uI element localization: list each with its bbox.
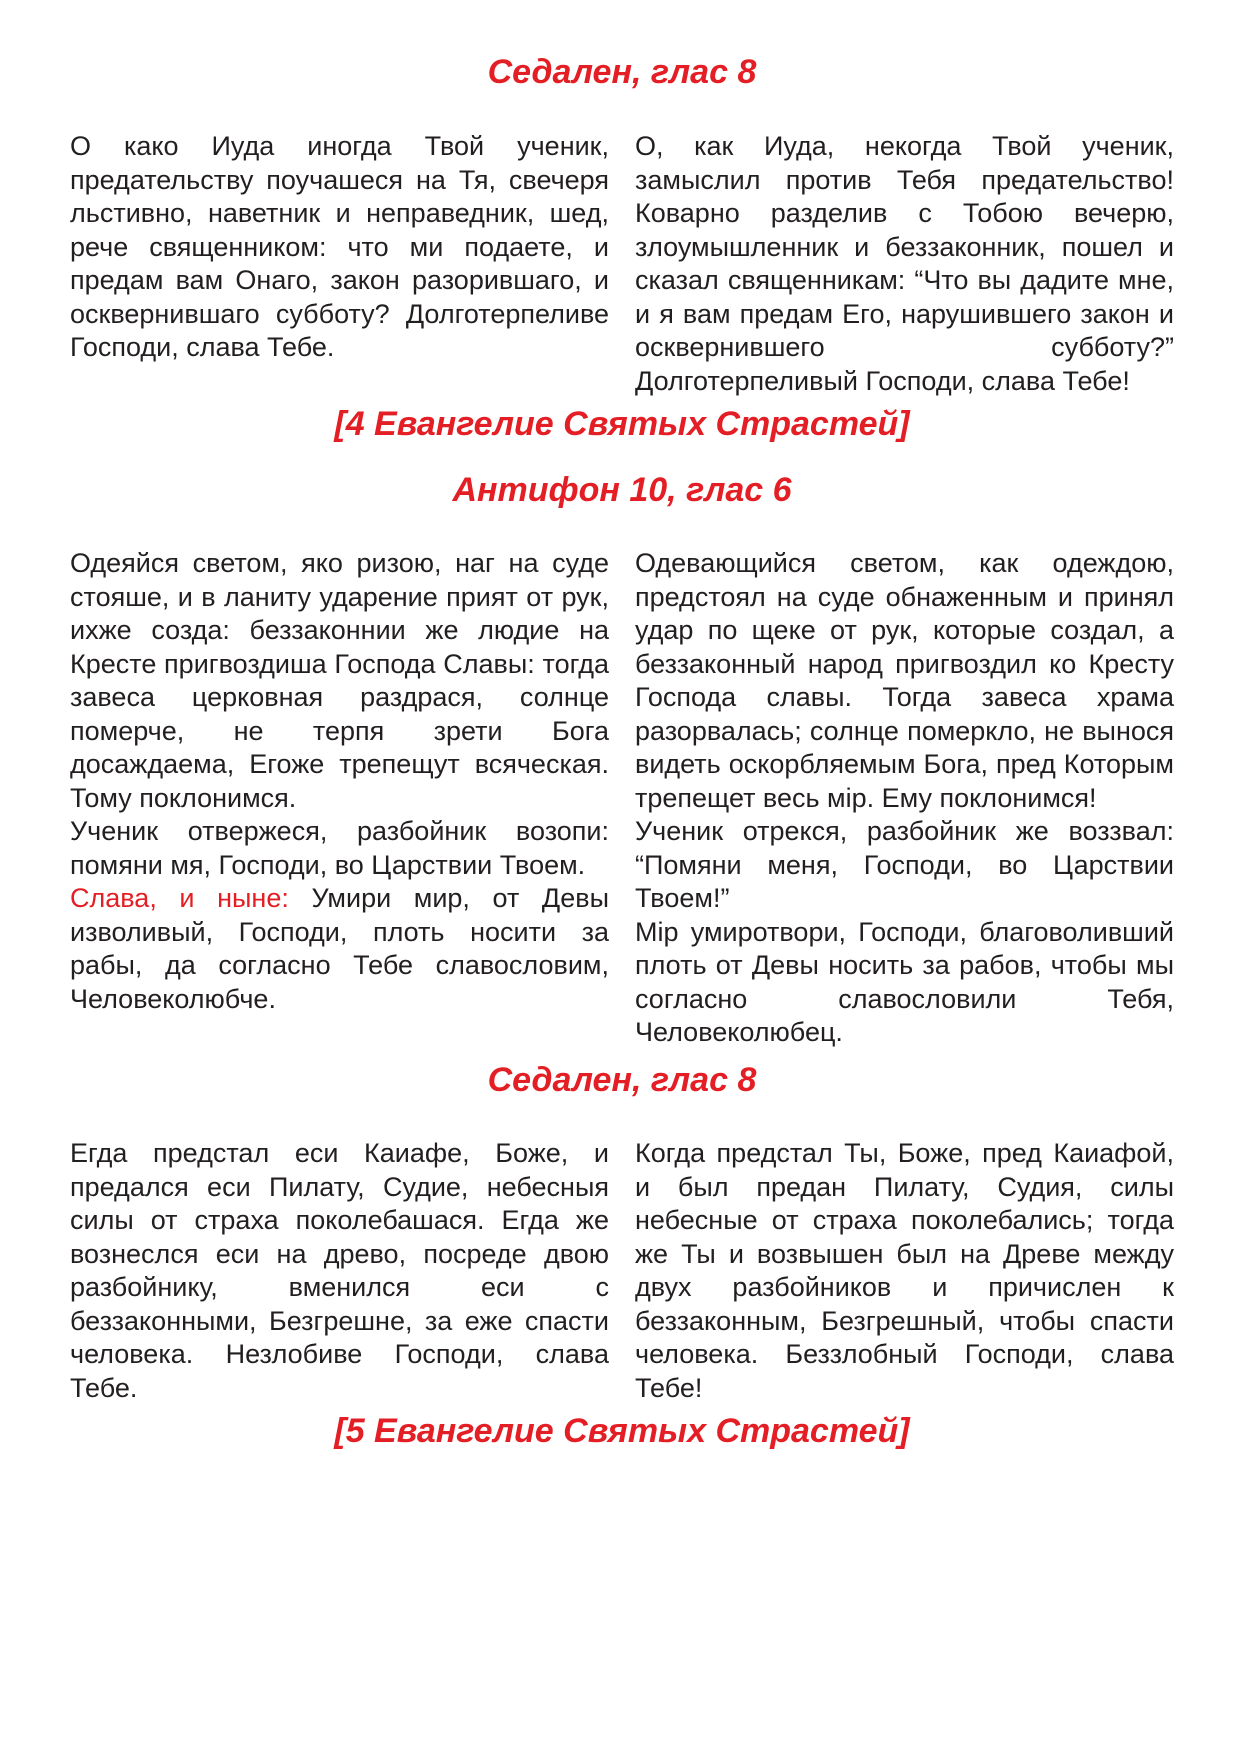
paragraph: О, как Иуда, некогда Твой ученик, замыслил против Тебя предательство! Коварно разделив с Тобою вечерю, злоумышленник и беззаконник, пошел и сказал священникам: “Что вы дадите мне, и я вам предам Его, нарушившего закон и осквернившего субботу?” Долготерпеливый Господи, слава Тебе! <box>635 131 1174 396</box>
paragraph: О како Иуда иногда Твой ученик, предательству поучашеся на Тя, свечеря льстивно, наветник и неправедник, шед, рече священником: что ми подаете, и предам вам Онаго, закон разорившаго, и осквернившаго субботу? Долготерпеливе Господи, слава Тебе. <box>70 131 609 362</box>
russian-column <box>635 547 1174 1050</box>
church-slavonic-column <box>70 1137 609 1405</box>
gospel-rubric: [4 Евангелие Святых Страстей] <box>334 405 910 443</box>
text-block <box>70 547 1174 1050</box>
paragraph: Мiр умиротвори, Господи, благоволивший плоть от Девы носить за рабов, чтобы мы согласно славословили Тебя, Человеколюбец. <box>635 916 1174 1047</box>
paragraph: Одеяйся светом, яко ризою, наг на суде стояше, и в ланиту ударение прият от рук, ихже созда: беззаконнии же людие на Кресте пригвоздиша Господа Славы: тогда завеса церковная раздрася, солнце померче, не терпя зрети Бога досаждаема, Егоже трепещут всяческая. Тому поклонимся. <box>70 548 609 813</box>
doxology-text: Умири мир, от Девы изволивый, Господи, плоть носити за рабы, да согласно Тебе славословим, Человеколюбче. <box>70 883 609 1014</box>
text-block <box>70 130 1174 398</box>
russian-column <box>635 130 1174 398</box>
section-heading: Седален, глас 8 <box>487 1061 757 1099</box>
gospel-rubric: [5 Евангелие Святых Страстей] <box>334 1412 910 1450</box>
paragraph: Когда предстал Ты, Боже, пред Каиафой, и был предан Пилату, Судия, силы небесные от страха поколебались; тогда же Ты и возвышен был на Древе между двух разбойников и причислен к беззаконным, Безгрешный, чтобы спасти человека. Беззлобный Господи, слава Тебе! <box>635 1138 1174 1403</box>
section-heading: Седален, глас 8 <box>487 53 757 91</box>
paragraph: Ученик отрекся, разбойник же воззвал: “Помяни меня, Господи, во Царствии Твоем!” <box>635 816 1174 913</box>
section-heading: Антифон 10, глас 6 <box>452 471 792 509</box>
paragraph: Егда предстал еси Каиафе, Боже, и предался еси Пилату, Судие, небесныя силы от страха поколебашася. Егда же вознеслся еси на древо, посреде двою разбойнику, вменился еси с беззаконными, Безгрешне, за еже спасти человека. Незлобиве Господи, слава Тебе. <box>70 1138 609 1403</box>
church-slavonic-column <box>70 547 609 1050</box>
paragraph: Одевающийся светом, как одеждою, предстоял на суде обнаженным и принял удар по щеке от рук, которые создал, а беззаконный народ пригвоздил ко Кресту Господа славы. Тогда завеса храма разорвалась; солнце померкло, не вынося видеть оскорбляемым Бога, пред Которым трепещет весь мiр. Ему поклонимся! <box>635 548 1174 813</box>
paragraph: Ученик отвержеся, разбойник возопи: помяни мя, Господи, во Царствии Твоем. <box>70 816 609 880</box>
text-block <box>70 1137 1174 1405</box>
church-slavonic-column <box>70 130 609 398</box>
doxology-label: Слава, и ныне: <box>70 883 289 913</box>
russian-column <box>635 1137 1174 1405</box>
doxology-paragraph <box>70 882 609 1016</box>
